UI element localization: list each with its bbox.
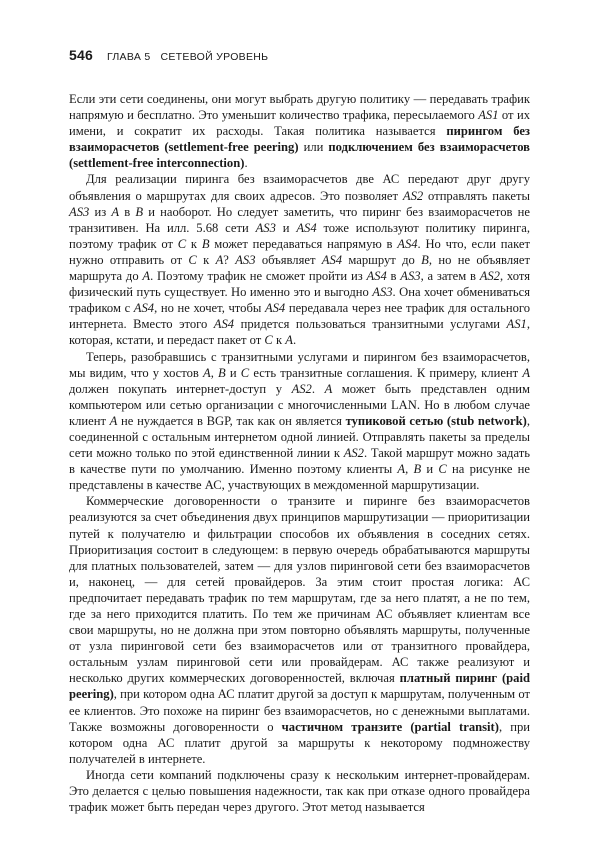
italic-symbol: AS4 xyxy=(296,220,317,235)
text-run: , хотя физический путь существует. Но именно это и выгодно xyxy=(69,269,530,300)
text-run: к xyxy=(186,236,202,251)
italic-symbol: AS2 xyxy=(343,446,364,461)
text-run: и xyxy=(275,220,297,235)
text-run: или xyxy=(298,140,329,155)
italic-symbol: AS4 xyxy=(321,252,343,267)
italic-symbol: AS3 xyxy=(400,269,421,284)
italic-symbol: A xyxy=(397,462,406,477)
italic-symbol: AS3 xyxy=(69,204,90,219)
text-run: от их имени, и сократит их расходы. Такая политика называется xyxy=(69,108,531,139)
italic-symbol: AS2 xyxy=(402,188,424,203)
text-run: должен покупать интернет-доступ у xyxy=(69,381,292,396)
text-run: к xyxy=(272,333,286,348)
paragraph xyxy=(69,171,530,348)
text-run: передавала через нее трафик для остального интернета. Вместо этого xyxy=(69,301,531,332)
italic-symbol: A xyxy=(522,365,531,380)
text-run: не нуждается в BGP, так как он является xyxy=(117,413,346,428)
text-run: . xyxy=(244,156,248,171)
italic-symbol: B xyxy=(421,252,429,267)
italic-symbol: AS4 xyxy=(213,317,235,332)
text-run: . Поэтому трафик не сможет пройти из xyxy=(150,269,367,284)
italic-symbol: AS3 xyxy=(235,252,256,267)
running-header xyxy=(69,47,530,69)
text-run: , соединенной с остальным интернетом одной линией. Отправлять пакеты за пределы сети можно только по этой единственной линии к xyxy=(69,413,531,461)
italic-symbol: A xyxy=(109,413,118,428)
text-run: , xyxy=(210,365,219,380)
text-run: придется пользоваться транзитными услугами xyxy=(234,317,507,332)
key-term: платный пиринг (paid peering) xyxy=(69,671,530,702)
text-run: может быть представлен одним компьютером или сетью организации с многочисленными LAN. Но в любом случае клиент xyxy=(69,381,531,428)
text-run: из xyxy=(89,204,112,219)
italic-symbol: A xyxy=(324,381,333,396)
italic-symbol: A xyxy=(285,333,293,348)
paragraph xyxy=(69,349,530,494)
text-run: . xyxy=(292,333,297,348)
italic-symbol: AS4 xyxy=(397,236,418,251)
text-run: к xyxy=(196,252,216,267)
page-number: 546 xyxy=(69,47,93,63)
key-term: тупиковой сетью (stub network) xyxy=(345,413,527,428)
text-run: , но не объявляет маршрута до xyxy=(69,252,530,284)
italic-symbol: AS4 xyxy=(133,301,155,316)
text-run: и xyxy=(421,462,439,477)
text-run: , которая, кстати, и передаст пакет от xyxy=(69,317,530,348)
text-run: есть транзитные соглашения. К примеру, клиент xyxy=(249,365,523,380)
text-run: , но не хочет, чтобы xyxy=(154,301,265,316)
text-run: Теперь, разобравшись с транзитными услугами и пирингом без взаиморасчетов, мы видим, что у хостов xyxy=(69,349,530,380)
text-run: на рисунке не представлены в качестве АС, участвующих в междоменной маршрутизации. xyxy=(69,462,531,493)
text-run: Для реализации пиринга без взаиморасчетов две АС передают друг другу объявления о маршрутах для своих адресов. Это позволяет xyxy=(69,172,530,203)
italic-symbol: AS2 xyxy=(479,269,500,284)
italic-symbol: C xyxy=(188,252,197,267)
text-run: Иногда сети компаний подключены сразу к нескольким интернет-провайдерам. Это делается с целью повышения надежности, так как при отказе одного провайдера трафик может быть передан через другого. Этот метод называется xyxy=(69,767,530,815)
italic-symbol: A xyxy=(203,365,211,380)
key-term: подключением без взаиморасчетов (settlement-free interconnection) xyxy=(69,140,530,171)
italic-symbol: C xyxy=(240,365,250,380)
chapter-label: ГЛАВА 5 xyxy=(106,51,151,63)
italic-symbol: B xyxy=(413,462,422,477)
text-run: Коммерческие договоренности о транзите и пиринге без взаиморасчетов реализуются за счет объединения двух принципов маршрутизации — приоритизации путей к получателю и фильтрации способов их объявления в соседних сетях. Приоритизация состоит в следующем: в первую очередь обрабатываются маршруты для платных пользователей, затем — для узлов пиринговой сети без взаиморасчетов и, наконец, — для сетей провайдеров. За этим стоит простая логика: АС предпочитает передавать трафик по тем маршрутам, где за него платят, а не по тем, где за него приходится платить. По тем же причинам АС объявляет клиентам все свои маршруты, но не должна при этом повторно объявлять маршруты, полученные от узла пиринговой сети без взаиморасчетов или от транзитного провайдера, остальным узлам пиринговой сети или провайдерам. АС также реализуют и несколько других коммерческих договоренностей, включая xyxy=(69,494,530,686)
key-term: пирингом без взаиморасчетов (settlement-free peering) xyxy=(69,124,530,155)
text-run: . xyxy=(311,381,325,396)
italic-symbol: AS4 xyxy=(264,301,286,316)
text-run: , а затем в xyxy=(420,269,480,284)
italic-symbol: B xyxy=(201,236,210,251)
italic-symbol: AS1 xyxy=(478,108,499,123)
italic-symbol: B xyxy=(135,204,144,219)
text-run: объявляет xyxy=(255,252,322,267)
italic-symbol: AS4 xyxy=(366,269,387,284)
italic-symbol: B xyxy=(218,365,226,380)
italic-symbol: AS3 xyxy=(372,285,393,300)
text-run: . Такой маршрут можно задать в качестве пути по умолчанию. Именно поэтому клиенты xyxy=(69,446,530,477)
italic-symbol: AS1 xyxy=(506,317,527,332)
paragraph xyxy=(69,91,530,171)
text-run: отправлять пакеты xyxy=(423,188,530,203)
text-run: и xyxy=(225,365,241,380)
text-run: маршрут до xyxy=(342,252,422,267)
key-term: частичном транзите (partial transit) xyxy=(281,719,499,734)
italic-symbol: AS2 xyxy=(291,381,312,396)
paragraph xyxy=(69,493,530,767)
text-run: может передаваться напрямую в xyxy=(209,236,398,251)
text-run: , xyxy=(405,462,414,477)
italic-symbol: C xyxy=(438,462,447,477)
italic-symbol: A xyxy=(111,204,120,219)
text-run: ? xyxy=(223,252,236,267)
italic-symbol: A xyxy=(142,269,151,284)
text-run: тоже используют политику пиринга, поэтому трафик от xyxy=(69,220,530,251)
text-run: Если эти сети соединены, они могут выбрать другую политику — передавать трафик напрямую и бесплатно. Это уменьшит количество трафика, пересылаемого xyxy=(69,92,530,123)
text-run: и наоборот. Но следует заметить, что пиринг без взаиморасчетов не транзитивен. На илл. 5.68 сети xyxy=(69,204,530,235)
paragraph xyxy=(69,767,530,815)
italic-symbol: C xyxy=(177,236,187,251)
text-run: в xyxy=(119,204,136,219)
book-page xyxy=(69,47,530,815)
body-text xyxy=(69,91,530,815)
text-run: в xyxy=(386,269,401,284)
text-run: , при котором одна АС платит другой за доступ к маршрутам, полученным от ее клиентов. Это похоже на пиринг без взаиморасчетов, но с денежными выплатами. Также возможны договоренности о xyxy=(69,687,530,734)
text-run: , при котором одна АС платит другой за маршруты к некоторому подмножеству получателей в интернете. xyxy=(69,719,530,766)
chapter-title: СЕТЕВОЙ УРОВЕНЬ xyxy=(160,51,269,63)
italic-symbol: AS3 xyxy=(255,220,276,235)
italic-symbol: C xyxy=(264,333,273,348)
italic-symbol: A xyxy=(215,252,224,267)
text-run: . Но что, если пакет нужно отправить от xyxy=(69,236,530,267)
text-run: . Она хочет обмениваться трафиком с xyxy=(69,285,531,316)
